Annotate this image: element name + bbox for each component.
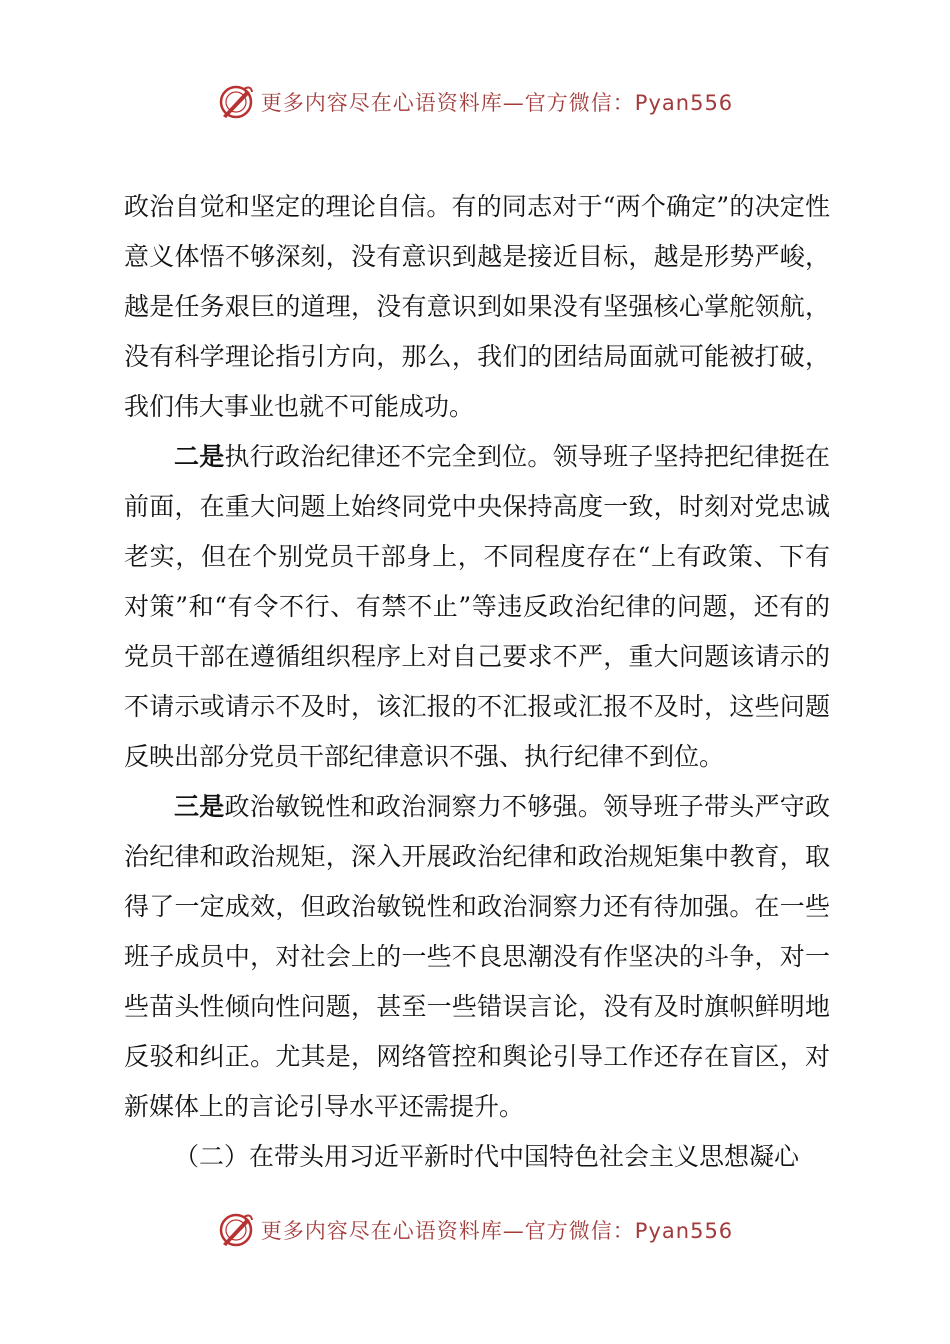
paragraph-lead: 二是 [174, 442, 225, 471]
paragraph-text: 执行政治纪律还不完全到位。领导班子坚持把纪律挺在前面，在重大问题上始终同党中央保持高度一致，时刻对党忠诚老实，但在个别党员干部身上，不同程度存在“上有政策、下有对策”和“有令不行、有禁不止”等违反政治纪律的问题，还有的党员干部在遵循组织程序上对自己要求不严，重大问题该请示的不请示或请示不及时，该汇报的不汇报或汇报不及时，这些问题反映出部分党员干部纪律意识不强、执行纪律不到位。 [124, 442, 830, 771]
document-body [124, 182, 830, 1182]
header-banner [0, 80, 950, 124]
section-heading [124, 1132, 830, 1182]
pen-seal-logo-icon [217, 83, 255, 121]
paragraph-lead: 三是 [174, 792, 225, 821]
section-heading-text: （二）在带头用习近平新时代中国特色社会主义思想凝心 [174, 1142, 800, 1171]
paragraph-3 [124, 782, 830, 1132]
paragraph-text: 政治敏锐性和政治洞察力不够强。领导班子带头严守政治纪律和政治规矩，深入开展政治纪律和政治规矩集中教育，取得了一定成效，但政治敏锐性和政治洞察力还有待加强。在一些班子成员中，对社会上的一些不良思潮没有作坚决的斗争，对一些苗头性倾向性问题，甚至一些错误言论，没有及时旗帜鲜明地反驳和纠正。尤其是，网络管控和舆论引导工作还存在盲区，对新媒体上的言论引导水平还需提升。 [124, 792, 830, 1121]
banner-text: 更多内容尽在心语资料库—官方微信：Pyan556 [260, 91, 734, 115]
paragraph-2 [124, 432, 830, 782]
paragraph-1 [124, 182, 830, 432]
pen-seal-logo-icon [217, 1211, 255, 1249]
paragraph-text: 政治自觉和坚定的理论自信。有的同志对于“两个确定”的决定性意义体悟不够深刻，没有意识到越是接近目标，越是形势严峻，越是任务艰巨的道理，没有意识到如果没有坚强核心掌舵领航，没有科学理论指引方向，那么，我们的团结局面就可能被打破，我们伟大事业也就不可能成功。 [124, 192, 830, 421]
banner-text: 更多内容尽在心语资料库—官方微信：Pyan556 [260, 1219, 734, 1243]
footer-banner [0, 1208, 950, 1252]
